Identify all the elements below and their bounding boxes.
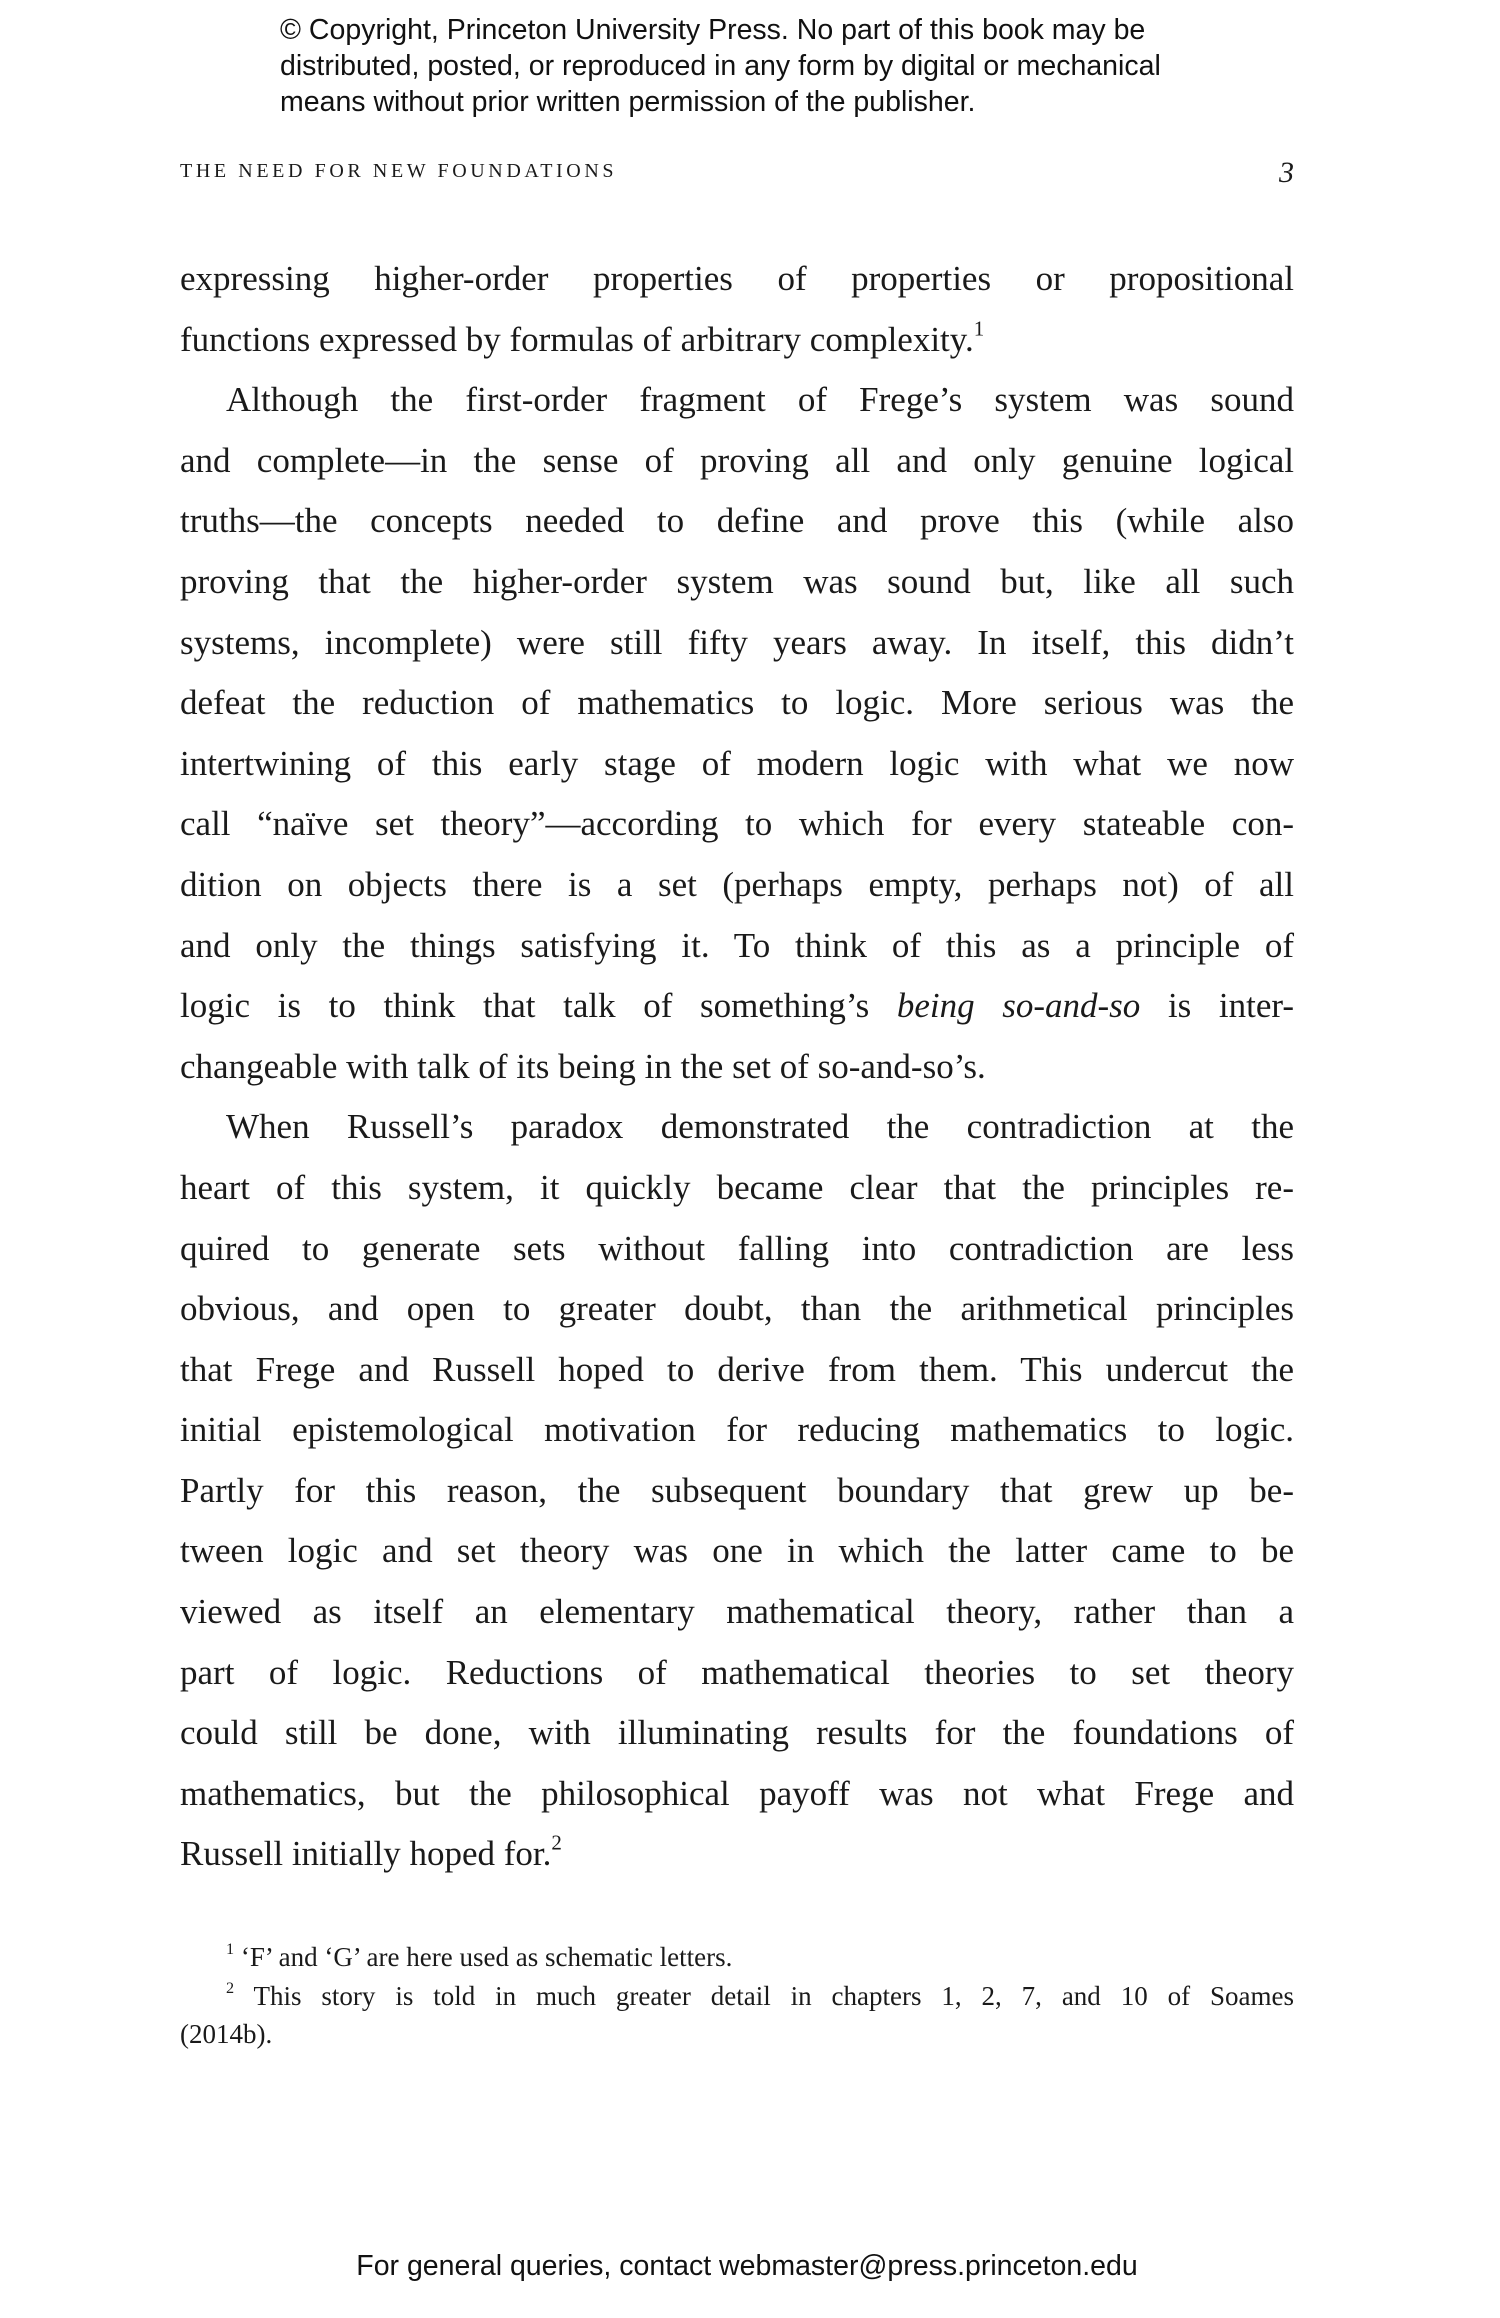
paragraph [180, 249, 1294, 370]
footnote [180, 1938, 1294, 1977]
text-line: Although the first-order fragment of Frege’s system was sound [226, 380, 1294, 420]
text-line: When Russell’s paradox demonstrated the contradiction at the [226, 1107, 1294, 1147]
footnote-number: 2 [226, 1978, 235, 1997]
text-line: that Frege and Russell hoped to derive from them. This undercut the [180, 1349, 1294, 1389]
text-line: truths—the concepts needed to define and prove this (while also [180, 501, 1294, 541]
paragraph [180, 1097, 1294, 1885]
text-line: viewed as itself an elementary mathematical theory, rather than a [180, 1592, 1294, 1632]
text-line: call “naïve set theory”—according to which for every stateable con- [180, 804, 1294, 844]
page-number: 3 [1279, 156, 1294, 189]
footnote-ref[interactable]: 2 [551, 1830, 562, 1855]
footnote-text: ‘F’ and ‘G’ are here used as schematic letters. [240, 1942, 733, 1972]
text-line: mathematics, but the philosophical payoff was not what Frege and [180, 1773, 1294, 1813]
text-line: logic is to think that talk of something’s being so-and-so is inter- [180, 986, 1295, 1026]
text-line: could still be done, with illuminating results for the foundations of [180, 1713, 1294, 1753]
text-line: systems, incomplete) were still fifty years away. In itself, this didn’t [180, 622, 1294, 662]
text-line: expressing higher-order properties of properties or propositional [180, 259, 1294, 298]
footnote-number: 1 [226, 1939, 235, 1958]
footnote-text: This story is told in much greater detail in chapters 1, 2, 7, and 10 of Soames [253, 1980, 1294, 2011]
copyright-line: distributed, posted, or reproduced in any form by digital or mechanical [280, 50, 1161, 82]
text-line: tween logic and set theory was one in which the latter came to be [180, 1531, 1294, 1571]
emphasis: being so-and-so [896, 986, 1141, 1026]
paragraph [180, 370, 1294, 1097]
text-line: Russell initially hoped for.$^2$ [180, 1830, 562, 1874]
copyright-notice [280, 12, 1280, 120]
copyright-line: means without prior written permission of the publisher. [280, 86, 976, 118]
text-line: obvious, and open to greater doubt, than the arithmetical principles [180, 1289, 1294, 1329]
text-line: proving that the higher-order system was sound but, like all such [180, 561, 1294, 601]
footnote [180, 1977, 1294, 2016]
text-line: and only the things satisfying it. To think of this as a principle of [180, 925, 1294, 965]
footnote-continuation: (2014b). [180, 2019, 273, 2049]
body-text [180, 249, 1294, 1885]
text-line: and complete—in the sense of proving all and only genuine logical [180, 440, 1294, 480]
footnote-ref[interactable]: 1 [973, 315, 985, 340]
text-line: part of logic. Reductions of mathematical theories to set theory [180, 1652, 1294, 1692]
text-line: dition on objects there is a set (perhaps empty, perhaps not) of all [180, 864, 1294, 904]
text-line: initial epistemological motivation for reducing mathematics to logic. [180, 1410, 1294, 1450]
copyright-line: © Copyright, Princeton University Press. No part of this book may be [280, 14, 1146, 46]
chapter-title: THE NEED FOR NEW FOUNDATIONS [180, 160, 618, 182]
running-head [180, 156, 1294, 189]
text-line: heart of this system, it quickly became clear that the principles re- [180, 1167, 1294, 1207]
text-line: defeat the reduction of mathematics to logic. More serious was the [180, 683, 1294, 723]
text-line: Partly for this reason, the subsequent boundary that grew up be- [180, 1470, 1294, 1510]
text-line: functions expressed by formulas of arbitrary complexity.$^1$ [180, 315, 985, 359]
footnotes [180, 1938, 1294, 2054]
text-line: quired to generate sets without falling into contradiction are less [180, 1228, 1294, 1268]
text-line: changeable with talk of its being in the set of so-and-so’s. [180, 1046, 986, 1086]
text-line: intertwining of this early stage of modern logic with what we now [180, 743, 1294, 783]
contact-footer: For general queries, contact webmaster@press.princeton.edu [356, 2250, 1138, 2282]
